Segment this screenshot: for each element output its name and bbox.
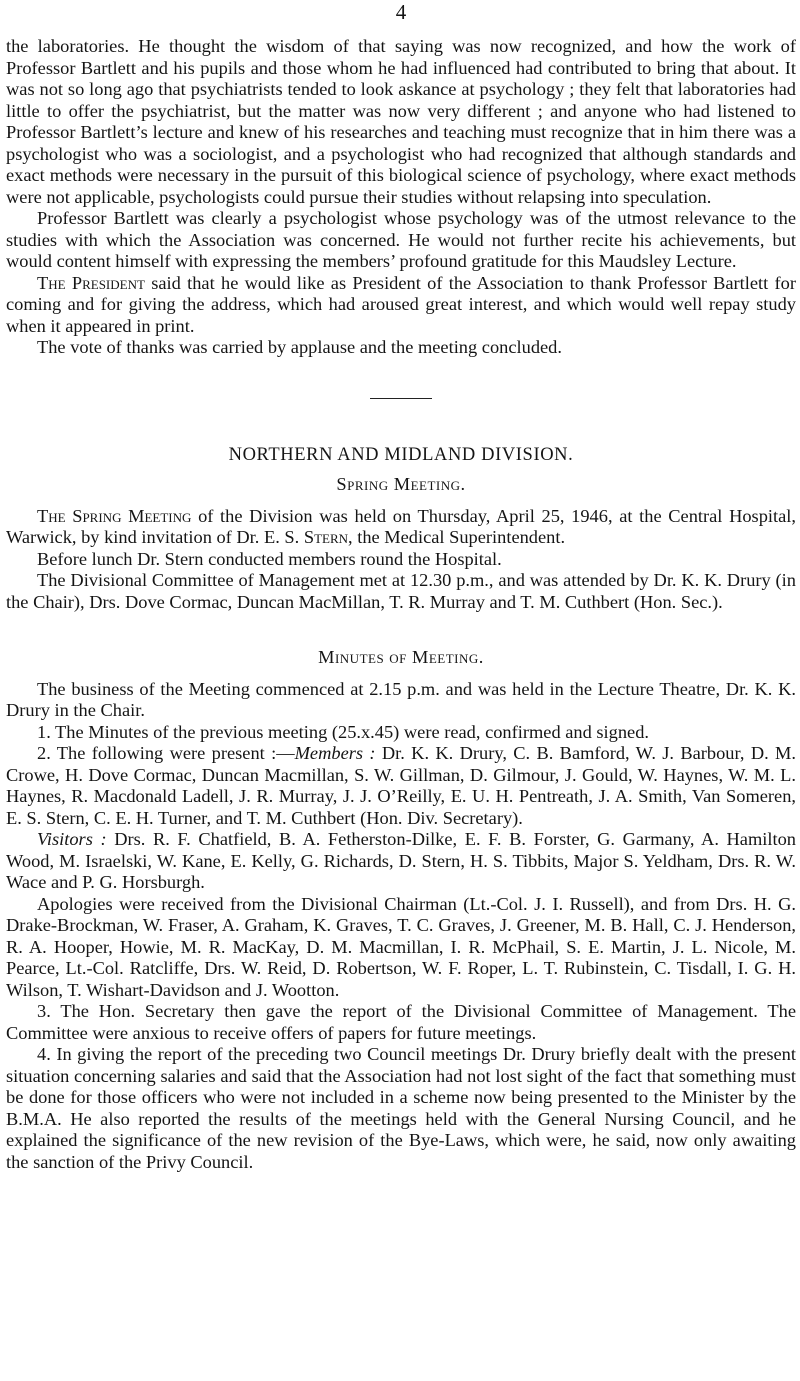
paragraph-committee-report: 3. The Hon. Secretary then gave the report of the Divisional Committee of Management. The Committee were anxious to receive offers of papers for future meetings. — [6, 1001, 796, 1043]
spring-meeting-label: The Spring Meeting — [37, 505, 192, 526]
paragraph-visitors — [6, 829, 796, 894]
section-divider — [370, 398, 432, 399]
spring-meeting-text: of the Division was held on Thursday, April 25, 1946, at the Central Hospital, Warwick, by kind invitation of Dr. E. S. — [6, 505, 796, 547]
president-thanks-text: said that he would like as President of the Association to thank Professor Bartlett for coming and for giving the address, which had aroused great interest, and which would well repay study when it appeared in print. — [6, 272, 796, 336]
spring-meeting-text-end: , the Medical Superintendent. — [348, 527, 566, 547]
paragraph-council-report: 4. In giving the report of the preceding two Council meetings Dr. Drury briefly dealt with the present situation concerning salaries and said that the Association had not lost sight of the fact that something must be done for those officers who were not included in a scheme now being presented to the Minister by the B.M.A. He also reported the results of the meetings held with the General Nursing Council, and he explained the significance of the new revision of the Bye-Laws, which were, he said, now only awaiting the sanction of the Privy Council. — [6, 1044, 796, 1172]
spring-meeting-heading: Spring Meeting. — [336, 474, 466, 494]
page-number: 4 — [395, 0, 407, 24]
paragraph-apologies: Apologies were received from the Divisional Chairman (Lt.-Col. J. I. Russell), and from Drs. H. G. Drake-Brockman, W. Fraser, A. Graham, K. Graves, T. C. Graves, J. Greener, M. B. Hall, C. J. Henderson, R. A. Hooper, Howie, M. R. MacKay, D. M. Macmillan, I. R. McPhail, S. E. Martin, J. L. Nicole, M. Pearce, Lt.-Col. Ratcliffe, Drs. W. Reid, D. Robertson, W. F. Roper, L. T. Rubinstein, C. Tisdall, I. G. H. Wilson, T. Wishart-Davidson and J. Wootton. — [6, 893, 796, 1000]
paragraph-lunch: Before lunch Dr. Stern conducted members round the Hospital. — [37, 548, 502, 569]
northern-midland-division-section — [6, 445, 796, 614]
paragraph-committee: The Divisional Committee of Management met at 12.30 p.m., and was attended by Dr. K. K. Drury (in the Chair), Drs. Dove Cormac, Duncan MacMillan, T. R. Murray and T. M. Cuthbert (Hon. Sec.). — [6, 570, 796, 612]
visitors-label: Visitors : — [37, 829, 107, 849]
paragraph-members-present — [6, 743, 796, 829]
paragraph-vote-of-thanks: The vote of thanks was carried by applause and the meeting concluded. — [37, 337, 562, 357]
paragraph-spring-meeting — [6, 506, 796, 549]
paragraph-business: The business of the Meeting commenced at 2.15 p.m. and was held in the Lecture Theatre, Dr. K. K. Drury in the Chair. — [6, 678, 796, 720]
stern-name: Stern — [303, 527, 349, 547]
minutes-section — [6, 647, 796, 1173]
paragraph-president-thanks — [6, 273, 796, 338]
paragraph-relevance: Professor Bartlett was clearly a psychologist whose psychology was of the utmost relevance to the studies with which the Association was concerned. He would not further recite his achievements, but would content himself with expressing the members’ profound gratitude for this Maudsley Lecture. — [6, 208, 796, 271]
members-label: Members : — [294, 743, 376, 763]
lecture-discussion-section — [6, 36, 796, 359]
paragraph-previous-minutes: 1. The Minutes of the previous meeting (25.x.45) were read, confirmed and signed. — [37, 721, 650, 742]
division-heading: NORTHERN AND MIDLAND DIVISION. — [228, 444, 574, 465]
paragraph-laboratories: the laboratories. He thought the wisdom of that saying was now recognized, and how the work of Professor Bartlett and his pupils and those whom he had influenced had contributed to bring that about. It was not so long ago that psychiatrists tended to look askance at psychology ; they felt that laboratories had little to offer the psychiatrist, but the matter was now very different ; and anyone who had listened to Professor Bartlett’s lecture and knew of his researches and teaching must recognize that in him there was a psychologist who was a sociologist, and a psychologist who had recognized that although standards and exact methods were necessary in the pursuit of this biological science of psychology, where exact methods were not applicable, psychologists could pursue their studies without relapsing into speculation. — [6, 36, 796, 207]
president-label: The President — [37, 272, 145, 293]
members-list: Dr. K. K. Drury, C. B. Bamford, W. J. Barbour, D. M. Crowe, H. Dove Cormac, Duncan Macmillan, S. W. Gillman, D. Gilmour, J. Gould, W. Haynes, W. M. L. Haynes, R. Macdonald Ladell, J. R. Murray, J. J. O’Reilly, E. U. H. Pentreath, J. A. Smith, Van Someren, E. S. Stern, C. E. H. Turner, and T. M. Cuthbert (Hon. Div. Secretary). — [6, 743, 796, 828]
visitors-list: Drs. R. F. Chatfield, B. A. Fetherston-Dilke, E. F. B. Forster, G. Garmany, A. Hamilton Wood, M. Israelski, W. Kane, E. Kelly, G. Richards, D. Stern, H. S. Tibbits, Major S. Yeldham, Drs. R. W. Wace and P. G. Horsburgh. — [6, 829, 796, 892]
document-page — [6, 0, 796, 1173]
minutes-heading: Minutes of Meeting. — [318, 647, 484, 667]
members-present-lead: 2. The following were present :— — [37, 743, 295, 763]
